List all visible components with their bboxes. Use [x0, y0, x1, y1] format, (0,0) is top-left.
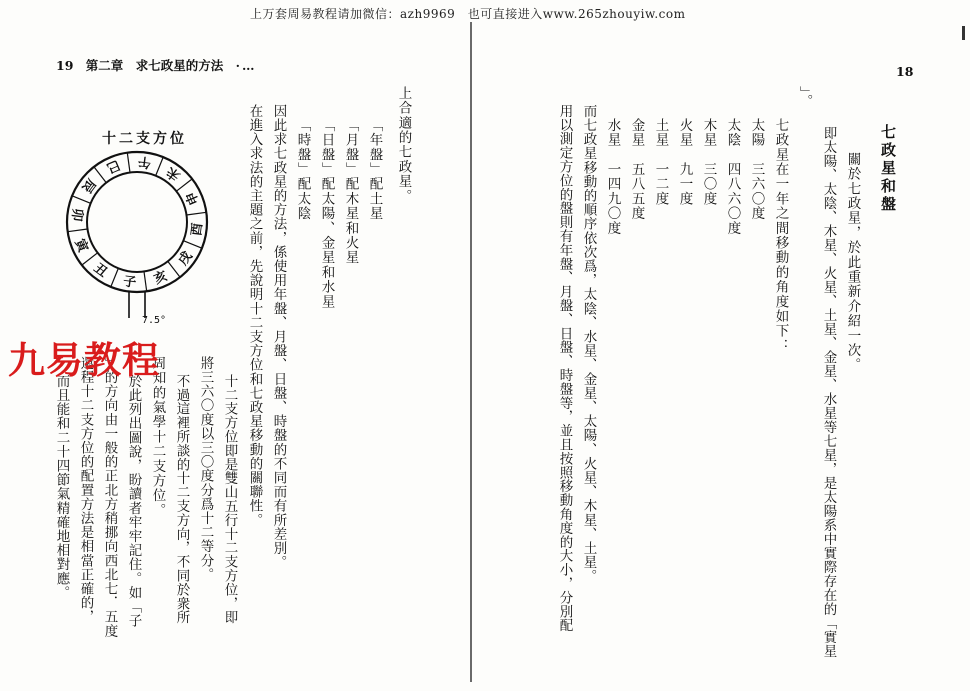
right-line-10: 金星 五八五度	[628, 118, 645, 221]
right-line-7: 木星 三〇度	[700, 118, 717, 207]
dial-divider	[168, 261, 180, 277]
chapter-title: 第二章 求七政星的方法	[85, 58, 224, 73]
dial-branch-label: 巳	[104, 156, 123, 176]
right-line-13: 用以測定方位的盤則有年盤、月盤、日盤、時盤等，並且按照移動角度的大小，分別配	[556, 104, 573, 633]
dial-divider	[82, 253, 98, 265]
dial-branch-label: 申	[183, 189, 203, 208]
dial-pointer	[129, 291, 145, 318]
dial-divider	[187, 212, 207, 215]
right-line-4: 七政星在一年之間移動的角度如下：	[772, 118, 789, 354]
left-line-2: 「年盤」配土星	[366, 118, 383, 221]
right-line-8: 火星 九一度	[676, 118, 693, 207]
dial-branch-label: 未	[163, 163, 184, 184]
left-line-8: 十二支方位即是雙山五行十二支方位，即	[221, 374, 238, 625]
left-line-10: 不過這裡所談的十二支方向，不同於衆所	[173, 374, 190, 625]
dial-branch-label: 卯	[68, 207, 85, 222]
dial-branch-label: 丑	[90, 260, 111, 281]
left-line-7: 在進入求法的主題之前，先說明十二支方位和七政星移動的關聯性。	[246, 104, 263, 527]
left-line-11: 周知的氣學十二支方位。	[149, 356, 166, 518]
dial-divider	[111, 268, 119, 287]
dial-branch-label: 酉	[189, 222, 206, 237]
right-line-3: 」。	[796, 86, 813, 109]
left-line-4: 「日盤」配太陽、金星和水星	[318, 118, 335, 310]
dial-branch-label: 辰	[78, 175, 99, 196]
left-page-number: 19	[56, 58, 74, 73]
dial-dividers	[68, 153, 207, 292]
left-line-15: 而且能和二十四節氣精確地相對應。	[53, 374, 70, 600]
dial-divider	[183, 241, 202, 249]
dial-branch-label: 寅	[71, 236, 91, 255]
page-spine	[470, 22, 472, 682]
left-page-header	[56, 56, 257, 74]
right-line-1: 關於七政星，於此重新介紹一次。	[844, 152, 861, 373]
section-title: 七政星和盤	[879, 124, 897, 214]
left-line-13: 」的方向由一般的正北方稍挪向西北七．五度	[101, 356, 118, 638]
right-line-9: 土星 一二度	[652, 118, 669, 207]
dial-branch-label: 子	[122, 274, 137, 291]
left-line-1: 上合適的七政星。	[395, 86, 412, 204]
right-line-11: 水星 一四九〇度	[604, 118, 621, 236]
dial-divider	[156, 157, 164, 176]
diagram-title: 十二支方位	[102, 131, 187, 147]
left-line-12: 於此列出圖說，盼讀者牢牢記住。如「子	[125, 374, 142, 628]
left-line-5: 「時盤」配太陰	[294, 118, 311, 221]
dial-branch-label: 午	[137, 153, 152, 170]
dial-labels	[68, 153, 206, 291]
twelve-branch-dial	[64, 146, 214, 326]
dial-divider	[127, 153, 130, 173]
header-dots: ·…	[235, 58, 257, 73]
right-line-12: 而七政星移動的順序依次爲，太陰、水星、金星、太陽、火星、木星、土星。	[580, 104, 597, 584]
dial-branch-label: 亥	[151, 268, 170, 288]
left-line-3: 「月盤」配木星和火星	[342, 118, 359, 265]
right-line-6: 太陰 四八六〇度	[724, 118, 741, 236]
right-line-2: 即太陽、太陰、木星、火星、土星、金星、水星等七星，是太陽系中實際存在的「實星	[820, 126, 837, 658]
dial-divider	[176, 179, 192, 191]
dial-branch-label: 戌	[175, 248, 196, 269]
right-line-5: 太陽 三六〇度	[748, 118, 765, 221]
left-line-14: 還程十二支方位的配置方法是相當正確的，	[77, 356, 94, 624]
dial-divider	[144, 272, 147, 292]
left-line-6: 因此求七政星的方法，係使用年盤、月盤、日盤、時盤的不同而有所差別。	[270, 104, 287, 570]
dial-divider	[68, 229, 88, 232]
left-line-9: 將三六〇度以三〇度分爲十二等分。	[197, 356, 214, 582]
logo-watermark: 九易教程	[8, 339, 160, 382]
right-page-number: 18	[896, 64, 914, 79]
dial-divider	[94, 167, 106, 183]
edge-mark	[962, 26, 965, 40]
watermark-text: 上万套周易教程请加微信：azh9969 也可直接进入www.265zhouyiw.com	[250, 7, 686, 21]
dial-divider	[72, 196, 91, 204]
offset-label: 7.5°	[142, 315, 167, 326]
